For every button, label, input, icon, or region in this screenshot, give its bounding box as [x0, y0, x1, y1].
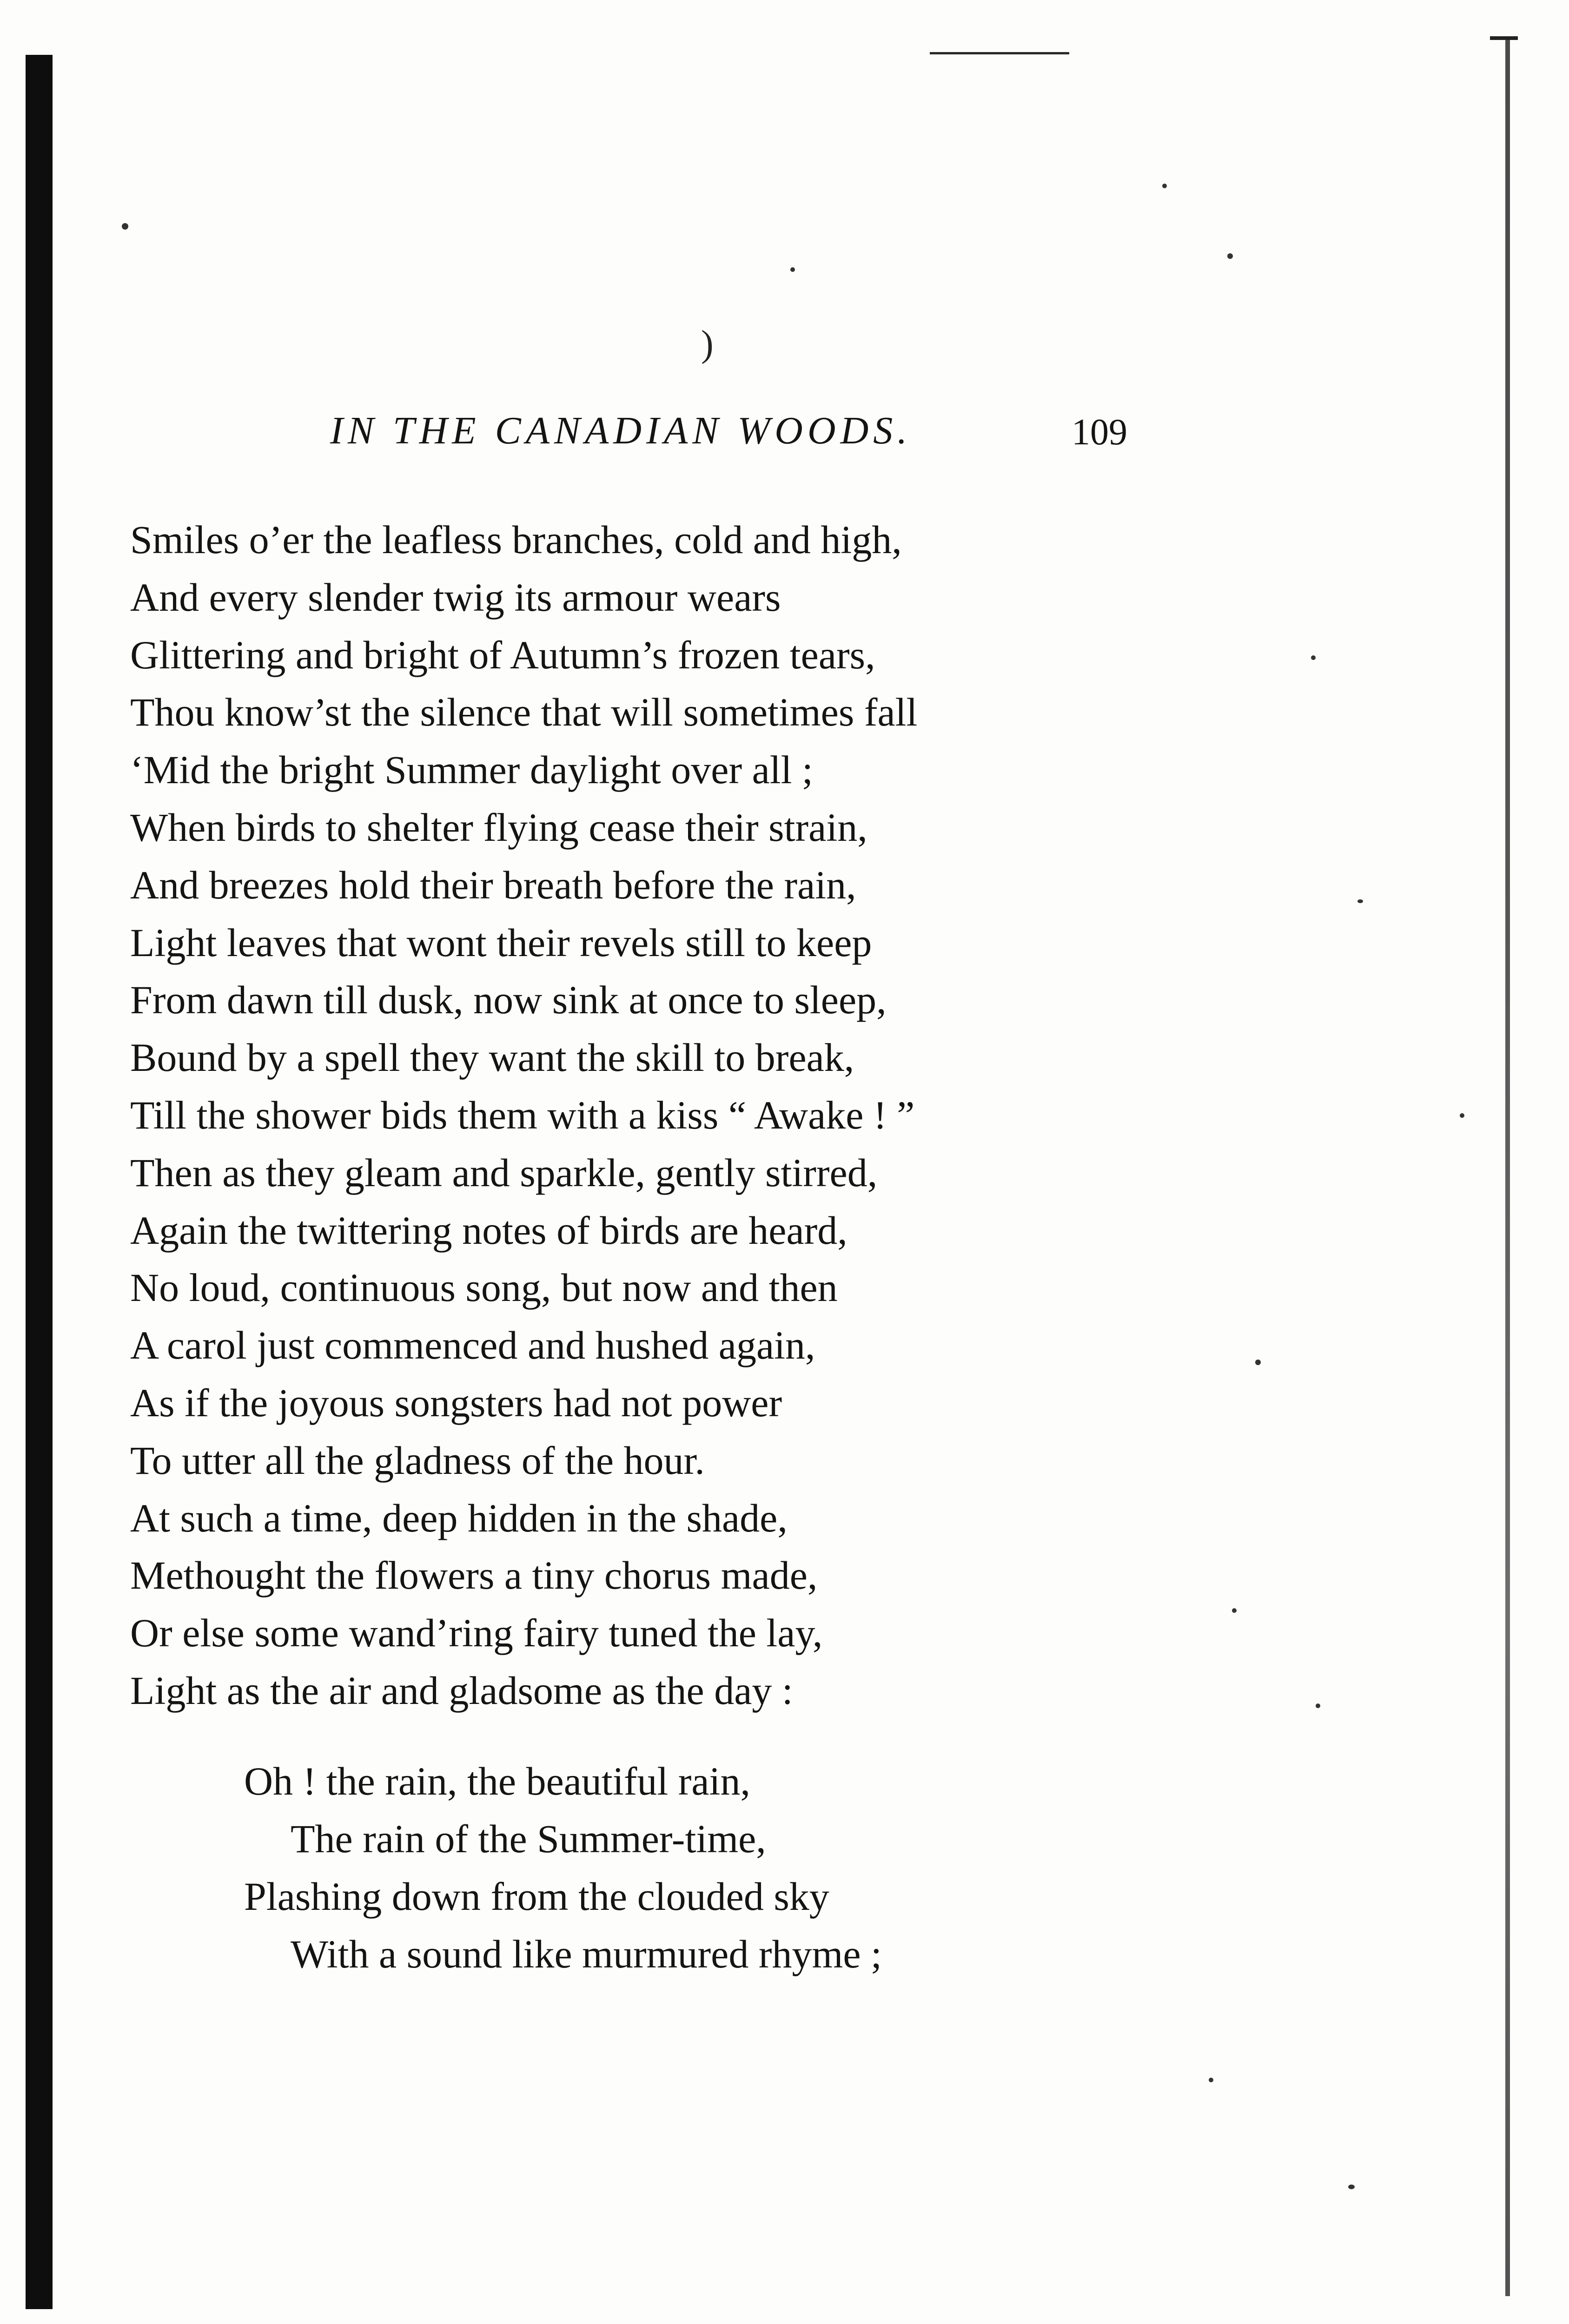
verse-line: Or else some wand’ring fairy tuned the lay,: [130, 1611, 823, 1656]
song-line: Plashing down from the clouded sky: [244, 1874, 829, 1919]
verse-line: When birds to shelter flying cease their strain,: [130, 805, 867, 850]
page-edge-cap: [1490, 36, 1518, 40]
page-edge-rule: [1505, 37, 1510, 2296]
song-line: Oh ! the rain, the beautiful rain,: [244, 1759, 750, 1803]
scan-speck: [1209, 2078, 1213, 2082]
scan-speck: [790, 267, 795, 272]
scan-speck: [1232, 1608, 1237, 1613]
binding-edge: [26, 55, 53, 2309]
verse-line: ‘Mid the bright Summer daylight over all ;: [130, 747, 813, 792]
verse-line: Then as they gleam and sparkle, gently stirred,: [130, 1150, 878, 1195]
verse-block: [130, 511, 1083, 1720]
scan-speck: [1348, 2185, 1355, 2189]
verse-line: Methought the flowers a tiny chorus made,: [130, 1553, 818, 1598]
verse-line: To utter all the gladness of the hour.: [130, 1438, 705, 1483]
song-stanza: [244, 1752, 1034, 1983]
running-head: IN THE CANADIAN WOODS.: [330, 409, 912, 452]
verse-line: At such a time, deep hidden in the shade,: [130, 1495, 788, 1540]
verse-line: Smiles o’er the leafless branches, cold and high,: [130, 517, 902, 562]
stray-mark: ): [701, 324, 714, 364]
verse-line: Bound by a spell they want the skill to break,: [130, 1035, 854, 1080]
scan-speck: [1255, 1360, 1261, 1365]
verse-line: From dawn till dusk, now sink at once to sleep,: [130, 977, 887, 1023]
verse-line: Light leaves that wont their revels still to keep: [130, 920, 872, 965]
top-rule-mark: [930, 52, 1069, 54]
verse-line: And breezes hold their breath before the rain,: [130, 862, 856, 907]
verse-line: As if the joyous songsters had not power: [130, 1380, 782, 1425]
scan-speck: [1357, 899, 1363, 903]
scan-speck: [1311, 655, 1316, 660]
scan-speck: [1227, 253, 1233, 259]
verse-line: Glittering and bright of Autumn’s frozen tears,: [130, 632, 875, 677]
scan-speck: [1162, 184, 1167, 188]
verse-line: And every slender twig its armour wears: [130, 574, 781, 620]
song-line: With a sound like murmured rhyme ;: [291, 1932, 882, 1976]
verse-line: A carol just commenced and hushed again,: [130, 1323, 815, 1368]
verse-line: Light as the air and gladsome as the day :: [130, 1668, 793, 1713]
scan-speck: [1460, 1113, 1464, 1118]
verse-line: Till the shower bids them with a kiss “ Awake ! ”: [130, 1092, 915, 1137]
page-number: 109: [1072, 412, 1127, 453]
verse-line: No loud, continuous song, but now and then: [130, 1265, 838, 1310]
verse-line: Thou know’st the silence that will sometimes fall: [130, 690, 918, 735]
verse-line: Again the twittering notes of birds are heard,: [130, 1208, 847, 1253]
scan-speck: [122, 223, 128, 230]
scan-speck: [1316, 1703, 1320, 1708]
song-line: The rain of the Summer-time,: [291, 1816, 766, 1861]
